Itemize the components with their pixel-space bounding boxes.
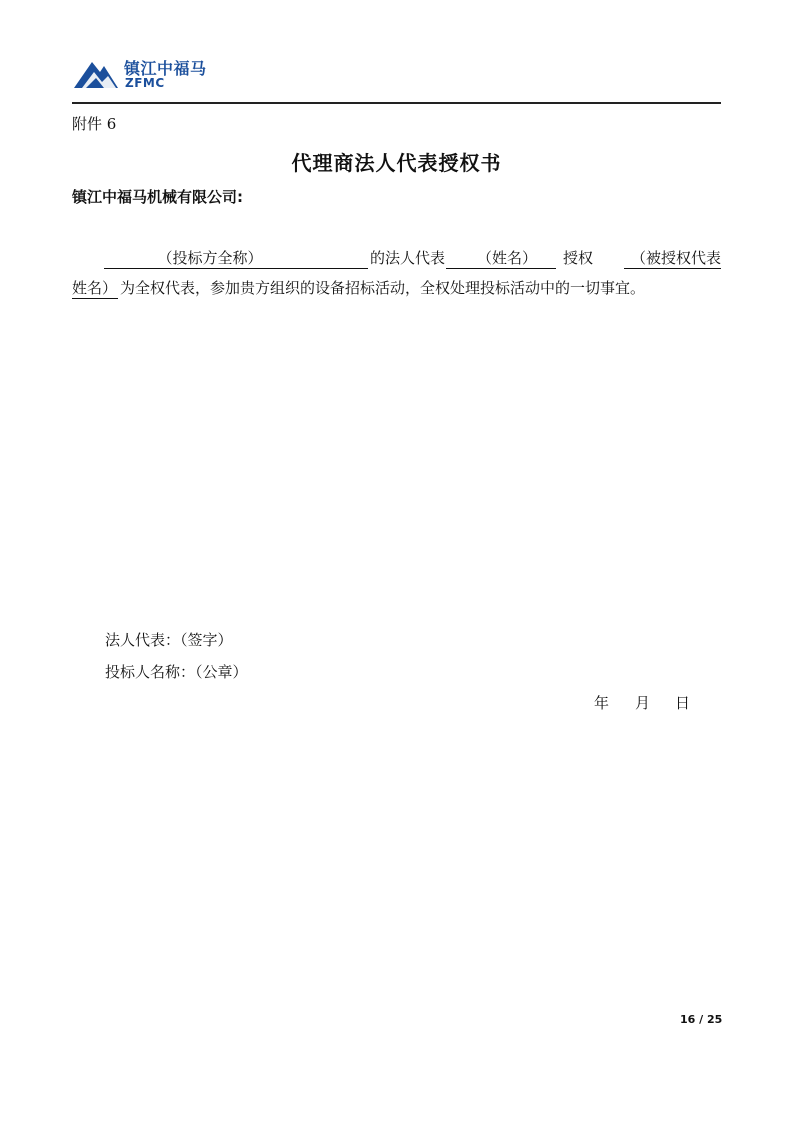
legal-rep-text: 的法人代表 — [370, 249, 446, 267]
date-year: 年 — [594, 694, 610, 712]
company-logo — [72, 54, 232, 94]
authorized-name-blank-part1 — [624, 248, 721, 269]
authorized-name-placeholder-2: 姓名） — [72, 279, 118, 297]
rep-name-blank — [446, 248, 556, 269]
document-title: 代理商法人代表授权书 — [291, 151, 502, 175]
annex-label: 附件 6 — [72, 115, 117, 133]
mountain-logo-icon — [72, 56, 120, 90]
date-day: 日 — [675, 694, 691, 712]
bidder-name-placeholder: （投标方全称） — [157, 249, 263, 267]
authorize-text: 授权 — [563, 249, 594, 267]
logo-english-name: ZFMC — [125, 76, 165, 90]
bidder-name-blank — [104, 248, 368, 269]
legal-rep-signature-line: 法人代表：（签字） — [105, 631, 233, 649]
bidder-seal-line: 投标人名称：（公章） — [105, 663, 248, 681]
logo-chinese-name: 镇江中福马 — [124, 59, 207, 78]
addressee: 镇江中福马机械有限公司: — [72, 188, 243, 206]
authorized-name-placeholder-1: （被授权代表 — [630, 249, 721, 267]
header-divider — [72, 102, 721, 104]
authorized-name-blank-part2 — [72, 278, 118, 299]
rep-name-placeholder: （姓名） — [476, 249, 537, 267]
body-remainder-text: 为全权代表，参加贵方组织的设备招标活动，全权处理投标活动中的一切事宜。 — [120, 279, 646, 297]
date-month: 月 — [635, 694, 651, 712]
page-number: 16 / 25 — [680, 1013, 723, 1026]
